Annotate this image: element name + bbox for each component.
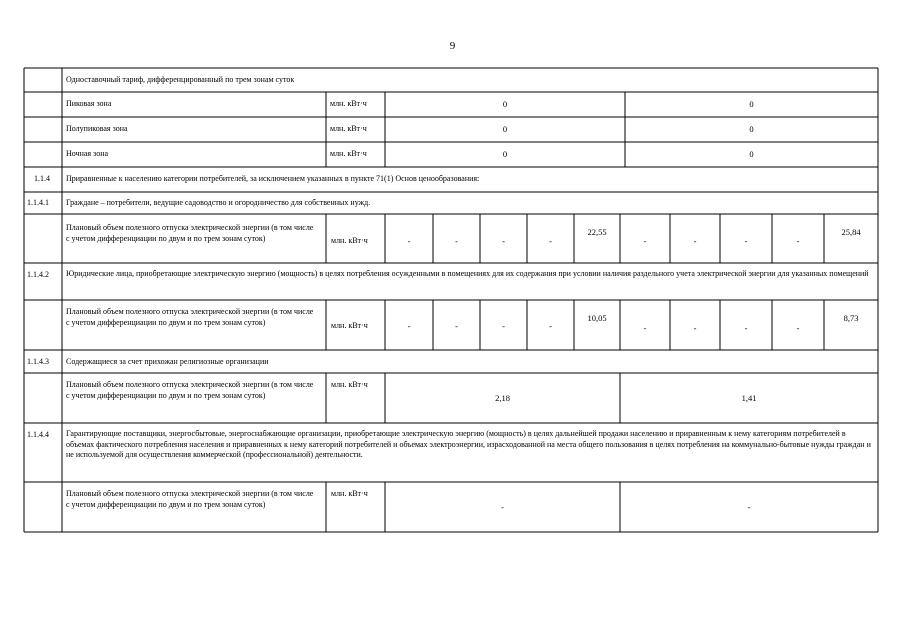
table-cell: - <box>455 236 458 246</box>
section-1-1-4-4-value-1: - <box>501 502 504 512</box>
section-1-1-4-4-value-2: - <box>747 502 751 512</box>
table-cell: - <box>407 236 411 246</box>
section-1-1-4-1-total-2: 25,84 <box>841 227 861 237</box>
section-1-1-4-1-row-label: Плановый объем полезного отпуска электрической энергии (в том числе с учетом дифференциации по двум и по трем зонам суток) <box>66 223 314 243</box>
night-zone-value-2: 0 <box>749 149 754 159</box>
table-cell: - <box>693 323 697 333</box>
section-1-1-4-2-title: Юридические лица, приобретающие электрическую энергию (мощность) в целях потребления осужденными в помещениях для их содержания при условии наличия раздельного учета электрической энергии для указанных помещений <box>66 269 869 278</box>
table-cell: - <box>693 236 697 246</box>
table-cell: - <box>502 321 505 331</box>
table-cell: - <box>455 321 458 331</box>
peak-zone-value-2: 0 <box>749 99 754 109</box>
section-1-1-4-2-row-label: Плановый объем полезного отпуска электрической энергии (в том числе с учетом дифференциации по двум и по трем зонам суток) <box>66 307 314 327</box>
single-rate-header: Одноставочный тариф, дифференцированный по трем зонам суток <box>66 75 295 84</box>
peak-zone-label: Пиковая зона <box>66 99 112 108</box>
semi-peak-zone-value-2: 0 <box>749 124 754 134</box>
peak-zone-unit: млн. кВт·ч <box>330 99 367 108</box>
section-1-1-4-4-title: Гарантирующие поставщики, энергосбытовые, энергоснабжающие организации, приобретающие электрическую энергию (мощность) в целях дальнейшей продажи населению и приравненным к нему категориям потребителей в объемах фактического потребления населения и приравненных к нему категорий потребителей и объемах электроэнергии, израсходованной на места общего пользования в целях потребления на коммунально-бытовые нужды граждан и не используемой для осуществления коммерческой (профессиональной) деятельности. <box>66 429 871 459</box>
night-zone-unit: млн. кВт·ч <box>330 149 367 158</box>
night-zone-label: Ночная зона <box>66 149 109 158</box>
section-1-1-4-1-number: 1.1.4.1 <box>27 198 49 207</box>
semi-peak-zone-unit: млн. кВт·ч <box>330 124 367 133</box>
semi-peak-zone-label: Полупиковая зона <box>66 124 128 133</box>
table-cell: - <box>643 323 647 333</box>
section-1-1-4-3-title: Содержащиеся за счет прихожан религиозные организации <box>66 357 269 366</box>
section-1-1-4-4-number: 1.1.4.4 <box>27 430 49 439</box>
section-1-1-4-1-unit: млн. кВт·ч <box>331 236 368 245</box>
section-1-1-4-2-total-2: 8,73 <box>843 313 859 323</box>
section-1-1-4-3-number: 1.1.4.3 <box>27 357 49 366</box>
table-cell: - <box>502 236 505 246</box>
table-cell: - <box>744 323 748 333</box>
table-cell: - <box>796 236 800 246</box>
section-1-1-4-4-row-label: Плановый объем полезного отпуска электрической энергии (в том числе с учетом дифференциации по двум и по трем зонам суток) <box>66 489 314 509</box>
peak-zone-value-1: 0 <box>502 99 508 109</box>
section-1-1-4-title: Приравненные к населению категории потребителей, за исключением указанных в пункте 71(1) Основ ценообразования: <box>66 174 480 183</box>
section-1-1-4-4-unit: млн. кВт·ч <box>331 489 368 498</box>
semi-peak-zone-value-1: 0 <box>502 124 508 134</box>
section-1-1-4-1-title: Граждане – потребители, ведущие садоводство и огородничество для собственных нужд. <box>66 198 371 207</box>
table-cell: - <box>744 236 748 246</box>
section-1-1-4-3-value-2: 1,41 <box>741 393 757 403</box>
night-zone-value-1: 0 <box>502 149 508 159</box>
table-cell: - <box>549 236 552 246</box>
section-1-1-4-2-unit: млн. кВт·ч <box>331 321 368 330</box>
section-1-1-4-number: 1.1.4 <box>34 174 50 183</box>
section-1-1-4-2-number: 1.1.4.2 <box>27 270 49 279</box>
table-cell: - <box>549 321 552 331</box>
section-1-1-4-3-unit: млн. кВт·ч <box>331 380 368 389</box>
table-cell: - <box>643 236 647 246</box>
section-1-1-4-2-total-1: 10,05 <box>587 313 607 323</box>
page-number: 9 <box>449 40 456 52</box>
table-cell: - <box>407 321 411 331</box>
section-1-1-4-3-value-1: 2,18 <box>495 393 510 403</box>
section-1-1-4-1-total-1: 22,55 <box>587 227 607 237</box>
section-1-1-4-3-row-label: Плановый объем полезного отпуска электрической энергии (в том числе с учетом дифференциации по двум и по трем зонам суток) <box>66 380 314 400</box>
table-cell: - <box>796 323 800 333</box>
